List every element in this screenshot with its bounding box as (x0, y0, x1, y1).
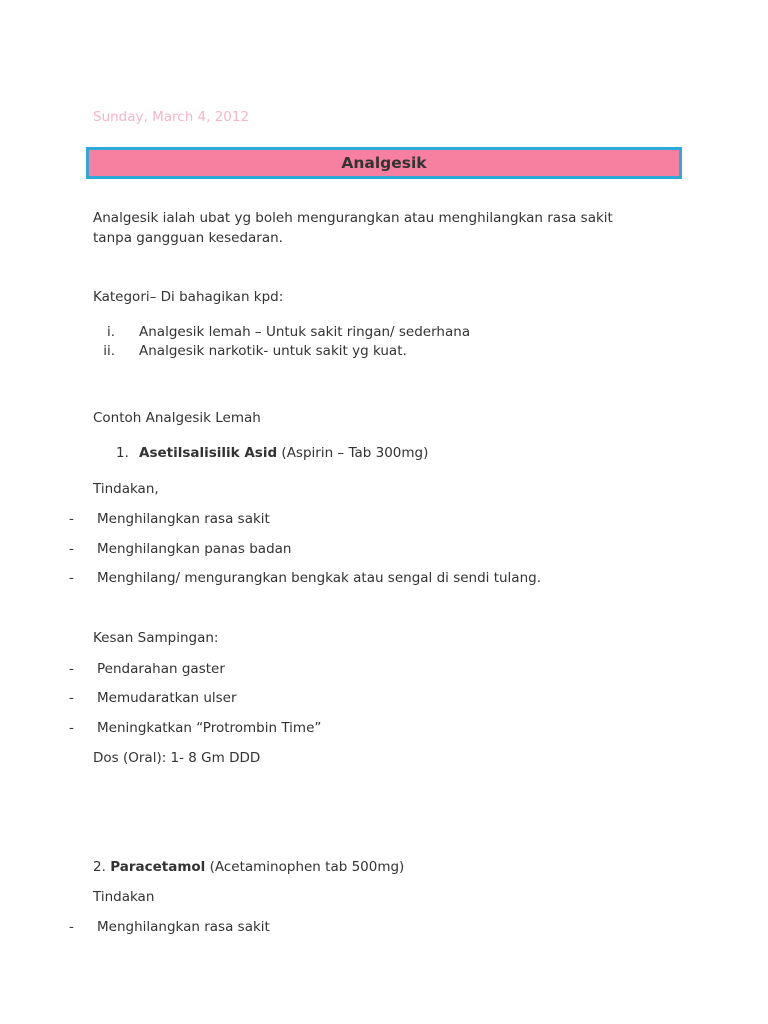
list-item-text: Menghilangkan panas badan (97, 541, 292, 557)
drug-1-dos: Dos (Oral): 1- 8 Gm DDD (93, 750, 261, 766)
post-date: Sunday, March 4, 2012 (93, 109, 250, 125)
dash-bullet: - (69, 690, 74, 706)
drug-1-name: Asetilsalisilik Asid (139, 445, 278, 461)
list-item-text: Analgesik narkotik- untuk sakit yg kuat. (139, 343, 407, 359)
intro-line-2: tanpa gangguan kesedaran. (93, 230, 283, 246)
list-item-text: Memudaratkan ulser (97, 690, 237, 706)
kategori-heading: Kategori– Di bahagikan kpd: (93, 289, 284, 305)
contoh-heading: Contoh Analgesik Lemah (93, 410, 261, 426)
dash-bullet: - (69, 511, 74, 527)
list-item-text: Menghilangkan rasa sakit (97, 919, 270, 935)
drug-2-tindakan-label: Tindakan (93, 889, 155, 905)
dash-bullet: - (69, 570, 74, 586)
dash-bullet: - (69, 541, 74, 557)
drug-2-detail: (Acetaminophen tab 500mg) (209, 859, 405, 875)
dash-bullet: - (69, 720, 74, 736)
list-item-text: Analgesik lemah – Untuk sakit ringan/ sederhana (139, 324, 471, 340)
intro-paragraph (93, 208, 693, 248)
drug-2-heading (93, 859, 404, 875)
list-item-text: Menghilangkan rasa sakit (97, 511, 270, 527)
drug-1-tindakan-label: Tindakan, (93, 481, 159, 497)
list-marker: ii. (103, 343, 115, 359)
list-marker: 2. (93, 859, 106, 875)
list-item-text: Menghilang/ mengurangkan bengkak atau sengal di sendi tulang. (97, 570, 541, 586)
intro-line-1: Analgesik ialah ubat yg boleh mengurangkan atau menghilangkan rasa sakit (93, 210, 613, 226)
list-item-text: Meningkatkan “Protrombin Time” (97, 720, 322, 736)
drug-1-detail: (Aspirin – Tab 300mg) (281, 445, 429, 461)
list-marker: 1. (116, 445, 129, 461)
list-marker: i. (106, 324, 115, 340)
drug-1-line (139, 445, 428, 461)
page-title: Analgesik (86, 147, 682, 179)
list-item-text: Pendarahan gaster (97, 661, 225, 677)
dash-bullet: - (69, 661, 74, 677)
drug-2-name: Paracetamol (110, 859, 206, 875)
drug-1-kesan-label: Kesan Sampingan: (93, 630, 219, 646)
dash-bullet: - (69, 919, 74, 935)
